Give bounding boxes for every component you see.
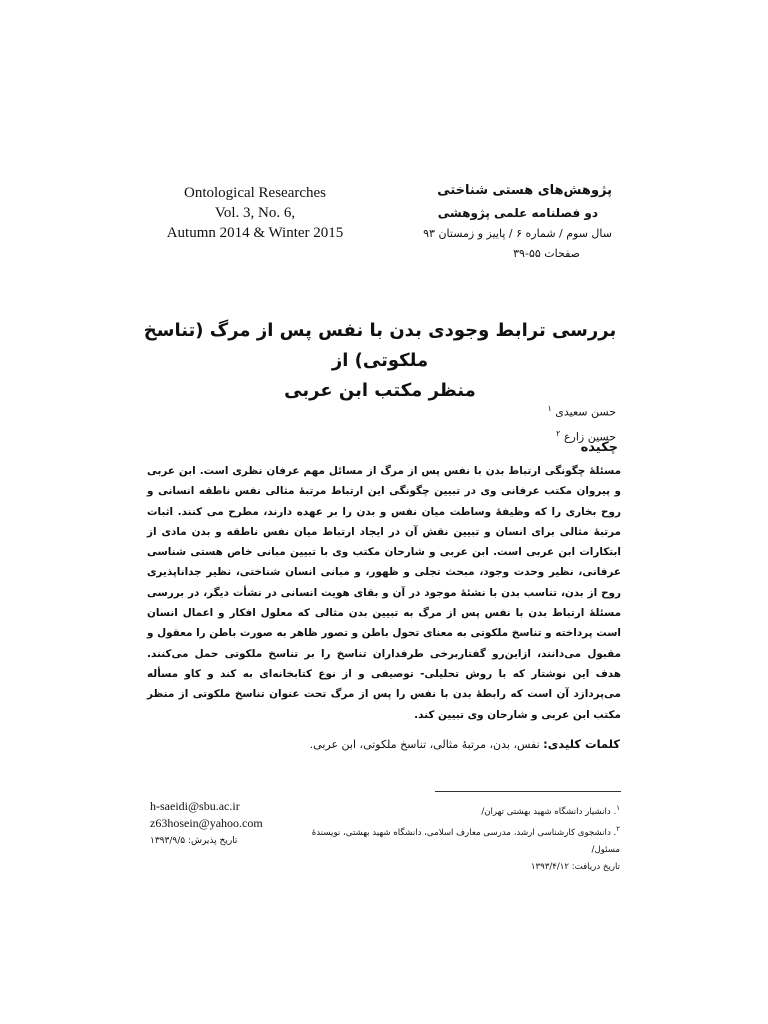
author-email[interactable]: z63hosein@yahoo.com xyxy=(150,816,263,830)
footnote-affiliation xyxy=(290,800,620,821)
journal-volume-en: Vol. 3, No. 6, xyxy=(214,205,296,221)
journal-issue-fa: سال سوم / شماره ۶ / پاییز و زمستان ۹۳ xyxy=(423,227,612,240)
journal-season-en: Autumn 2014 & Winter 2015 xyxy=(166,225,344,241)
journal-info-english xyxy=(150,183,360,243)
footnote-text: . دانشیار دانشگاه شهید بهشتی تهران/ xyxy=(481,806,617,817)
footnote-mark: ۲ xyxy=(616,824,620,833)
journal-title-en: Ontological Researches xyxy=(183,185,327,201)
article-title-line-2: منظر مکتب ابن عربی xyxy=(284,380,476,401)
footnote-mark: ۱ xyxy=(616,804,620,812)
abstract-heading: چکیده xyxy=(580,440,618,455)
author-footnote-mark: ۲ xyxy=(556,428,561,438)
author-email[interactable]: h-saeidi@sbu.ac.ir xyxy=(150,799,240,813)
footnote-affiliations xyxy=(290,800,620,876)
accept-date: تاریخ پذیرش: ۱۳۹۳/۹/۵ xyxy=(150,836,238,846)
keywords xyxy=(146,734,620,755)
keywords-label: کلمات کلیدی: xyxy=(543,737,620,751)
keywords-value: نفس، بدن، مرتبهٔ مثالی، تناسخ ملکوتی، ابن عربی. xyxy=(309,738,540,751)
author xyxy=(416,398,616,423)
author-footnote-mark: ۱ xyxy=(547,404,552,413)
article-title-line-1: بررسی ترابط وجودی بدن با نفس پس از مرگ (تناسخ ملکوتی) از xyxy=(143,320,617,371)
journal-title-fa: پژوهش‌های هستی شناختی xyxy=(437,183,612,198)
footnote-affiliation xyxy=(290,821,620,859)
abstract-body: مسئلهٔ چگونگی ارتباط بدن با نفس پس از مرگ از مسائل مهم عرفان نظری است. ابن عربی و پیروان مکتب عرفانی وی در تبیین چگونگی این ارتباط مرتبهٔ مثالی نفس ناطقه انسانی و روح بخاری را که وظیفهٔ وساطت میان نفس و بدن را بر عهده دارند، مطرح می کنند. اثبات مرتبهٔ مثالی برای انسان و تبیین نقش آن در ایجاد ارتباط میان نفس ناطقه و بدن مادی از ابتکارات ابن عربی است. ابن عربی و شارحان مکتب وی با تبیین مبانی خاص هستی شناسی عرفانی، نظیر وحدت وجود، مبحث تجلی و ظهور، و مبانی انسان شناختی، نظیر جداناپذیری روح از بدن، تناسب بدن با نشئهٔ موجود در آن و بقای هویت انسانی در نشأت دیگر، در بررسی مسئلهٔ ارتباط بدن با نفس پس از مرگ به تبیین بدن مثالی که معلول افکار و اعمال انسان است پرداخته و تناسخ ملکوتی به معنای تحول باطن و تصور ظاهر به صورت باطن را معقول و مقبول می‌دانند، ازاین‌رو گفتاربرخی طرفداران تناسخ را بر تناسخ ملکوتی حمل می‌کنند. هدف این نوشتار که با روش تحلیلی- توصیفی و از نوع کتابخانه‌ای به کند و کاو مسأله می‌پردازد آن است که رابطهٔ بدن با نفس را پس از مرگ تحت عنوان تناسخ ملکوتی از منظر مکتب ابن عربی و شارحان وی تبیین کند. xyxy=(147,465,621,721)
journal-pages-fa: صفحات ۵۵-۳۹ xyxy=(513,247,580,260)
author-name: حسن سعیدی xyxy=(555,405,616,419)
footnote-divider xyxy=(435,791,621,792)
journal-subtitle-fa: دو فصلنامه علمی پژوهشی xyxy=(437,206,598,220)
footnote-contacts xyxy=(150,798,300,850)
footnote-text: . دانشجوی کارشناسی ارشد، مدرسی معارف اسلامی، دانشگاه شهید بهشتی، نویسندهٔ مسئول/ xyxy=(311,827,620,855)
article-title xyxy=(110,316,650,406)
author-name: حسین زارع xyxy=(563,430,616,444)
receive-date: تاریخ دریافت: ۱۳۹۳/۴/۱۲ xyxy=(530,861,620,872)
journal-info-persian xyxy=(400,180,612,264)
